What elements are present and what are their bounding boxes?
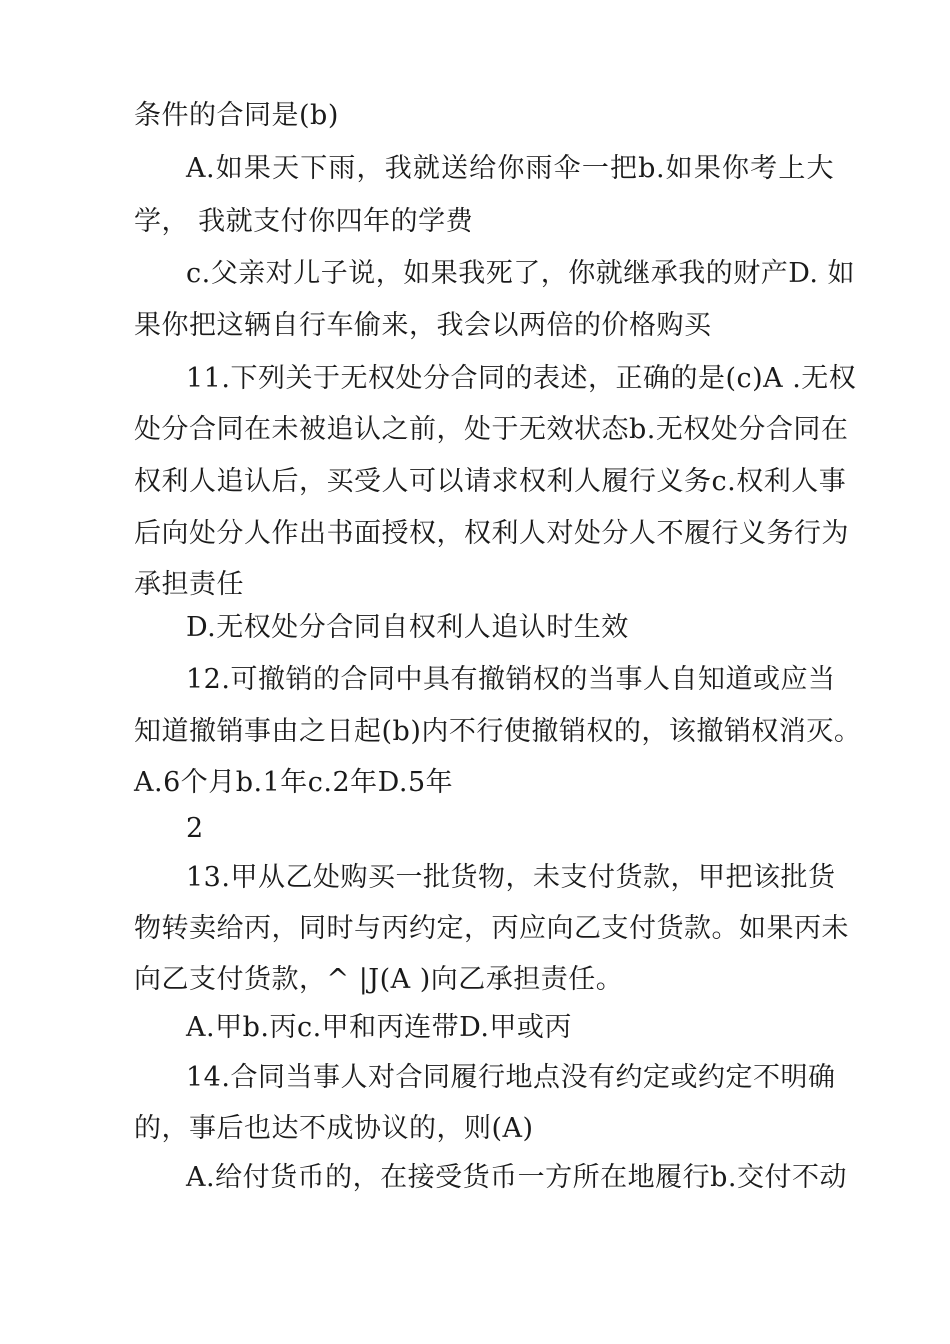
text-line: A.给付货币的，在接受货币一方所在地履行b.交付不动 bbox=[186, 1162, 847, 1193]
text-line: A.6个月b.1年c.2年D.5年 bbox=[134, 767, 454, 798]
text-line: 14.合同当事人对合同履行地点没有约定或约定不明确 bbox=[186, 1062, 836, 1093]
text-line: A.如果天下雨，我就送给你雨伞一把b.如果你考上大 bbox=[186, 153, 834, 184]
text-line: 的，事后也达不成协议的，则(A) bbox=[134, 1113, 534, 1144]
text-line: 向乙支付货款，^ |J(A )向乙承担责任。 bbox=[134, 964, 624, 995]
text-line: 11.下列关于无权处分合同的表述，正确的是(c)A .无权 bbox=[186, 363, 857, 394]
text-line: 物转卖给丙，同时与丙约定，丙应向乙支付货款。如果丙未 bbox=[134, 913, 849, 944]
text-line: 后向处分人作出书面授权，权利人对处分人不履行义务行为 bbox=[134, 518, 849, 549]
text-line: 12.可撤销的合同中具有撤销权的当事人自知道或应当 bbox=[186, 664, 836, 695]
text-line: 学， 我就支付你四年的学费 bbox=[134, 206, 474, 237]
text-line: 知道撤销事由之日起(b)内不行使撤销权的，该撤销权消灭。 bbox=[134, 716, 862, 747]
text-line: 果你把这辆自行车偷来，我会以两倍的价格购买 bbox=[134, 310, 712, 341]
text-line: A.甲b.丙c.甲和丙连带D.甲或丙 bbox=[186, 1012, 572, 1043]
text-line: 13.甲从乙处购买一批货物，未支付货款，甲把该批货 bbox=[186, 862, 836, 893]
text-line: D.无权处分合同自权利人追认时生效 bbox=[186, 612, 629, 643]
page-number: 2 bbox=[186, 813, 204, 844]
text-line: 承担责任 bbox=[134, 569, 244, 600]
text-line: 条件的合同是(b) bbox=[134, 100, 339, 131]
text-line: 权利人追认后，买受人可以请求权利人履行义务c.权利人事 bbox=[134, 466, 847, 497]
text-line: 处分合同在未被追认之前，处于无效状态b.无权处分合同在 bbox=[134, 414, 849, 445]
text-line: c.父亲对儿子说，如果我死了，你就继承我的财产D. 如 bbox=[186, 258, 856, 289]
